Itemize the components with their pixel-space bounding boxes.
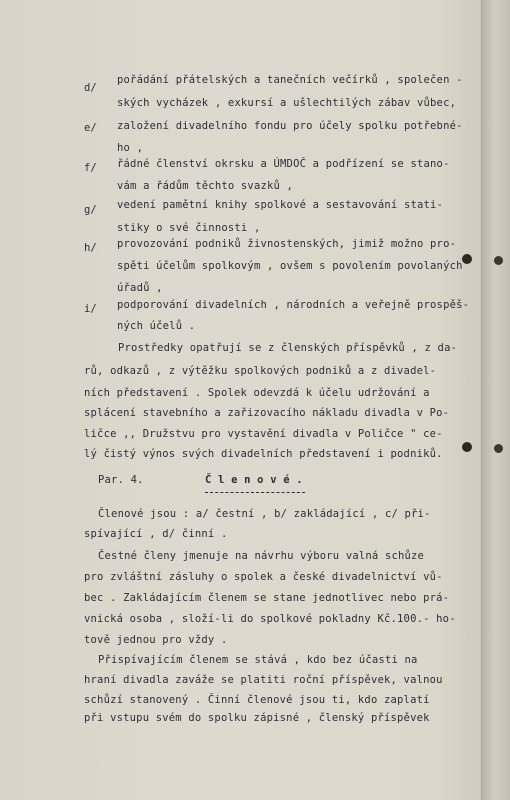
item-mark-h: h/ (84, 242, 97, 254)
members-line-11: při vstupu svém do spolku zápisné , členský příspěvek (84, 712, 430, 724)
section-number: Par. 4. (98, 474, 144, 486)
punch-hole (494, 444, 503, 453)
item-i-line-2: ných účelů . (117, 320, 196, 332)
item-f-line-1: řádné členství okrsku a ÚMDOČ a podřízení se stano- (117, 158, 450, 170)
members-line-4: pro zvláštní zásluhy o spolek a české divadelnictví vů- (84, 571, 443, 583)
members-line-5: bec . Zakládajícím členem se stane jednotlivec nebo prá- (84, 592, 450, 604)
funding-line-3: ních představení . Spolek odevzdá k účelu udržování a (84, 387, 430, 399)
section-title-underline (205, 492, 305, 493)
members-line-6: vnická osoba , složí-li do spolkové pokladny Kč.100.- ho- (84, 613, 456, 625)
item-mark-i: i/ (84, 303, 97, 315)
punch-hole (462, 442, 472, 452)
item-mark-f: f/ (84, 162, 97, 174)
punch-hole (494, 256, 503, 265)
members-line-9: hraní divadla zaváže se platiti roční příspěvek, valnou (84, 674, 443, 686)
funding-line-1: Prostředky opatřují se z členských příspěvků , z da- (118, 342, 458, 354)
members-line-3: Čestné členy jmenuje na návrhu výboru valná schůze (98, 550, 425, 562)
members-line-8: Přispívajícím členem se stává , kdo bez účasti na (98, 654, 418, 666)
funding-line-6: lý čistý výnos svých divadelních představení i podniků. (84, 448, 443, 460)
members-line-10: schůzí stanovený . Činní členové jsou ti, kdo zaplatí (84, 694, 430, 706)
item-h-line-1: provozování podniků živnostenských, jimiž možno pro- (117, 238, 457, 250)
item-d-line-1: pořádání přátelských a tanečních večírků , společen - (117, 74, 463, 86)
item-mark-e: e/ (84, 122, 97, 134)
item-e-line-1: založení divadelního fondu pro účely spolku potřebné- (117, 120, 463, 132)
item-i-line-1: podporování divadelních , národních a veřejně prospěš- (117, 299, 470, 311)
members-line-2: spívající , d/ činní . (84, 528, 228, 540)
item-mark-g: g/ (84, 204, 97, 216)
section-title: Č l e n o v é . (205, 474, 303, 486)
item-h-line-2: spěti účelům spolkovým , ovšem s povolením povolaných (117, 260, 463, 272)
funding-line-2: rů, odkazů , z výtěžku spolkových podniků a z divadel- (84, 365, 437, 377)
funding-line-4: splácení stavebního a zařizovacího nákladu divadla v Po- (84, 407, 450, 419)
funding-line-5: ličce ,, Družstvu pro vystavění divadla v Poličce " ce- (84, 428, 443, 440)
item-h-line-3: úřadů , (117, 282, 163, 294)
members-line-1: Členové jsou : a/ čestní , b/ zakládající , c/ při- (98, 508, 431, 520)
item-d-line-2: ských vycházek , exkursí a ušlechtilých zábav vůbec, (117, 97, 457, 109)
item-g-line-1: vedení pamětní knihy spolkové a sestavování stati- (117, 199, 444, 211)
page-fold-edge (481, 0, 510, 800)
punch-hole (462, 254, 472, 264)
item-e-line-2: ho , (117, 142, 144, 154)
item-mark-d: d/ (84, 82, 97, 94)
item-g-line-2: stiky o své činnosti , (117, 222, 261, 234)
members-line-7: tově jednou pro vždy . (84, 634, 228, 646)
item-f-line-2: vám a řádům těchto svazků , (117, 180, 294, 192)
